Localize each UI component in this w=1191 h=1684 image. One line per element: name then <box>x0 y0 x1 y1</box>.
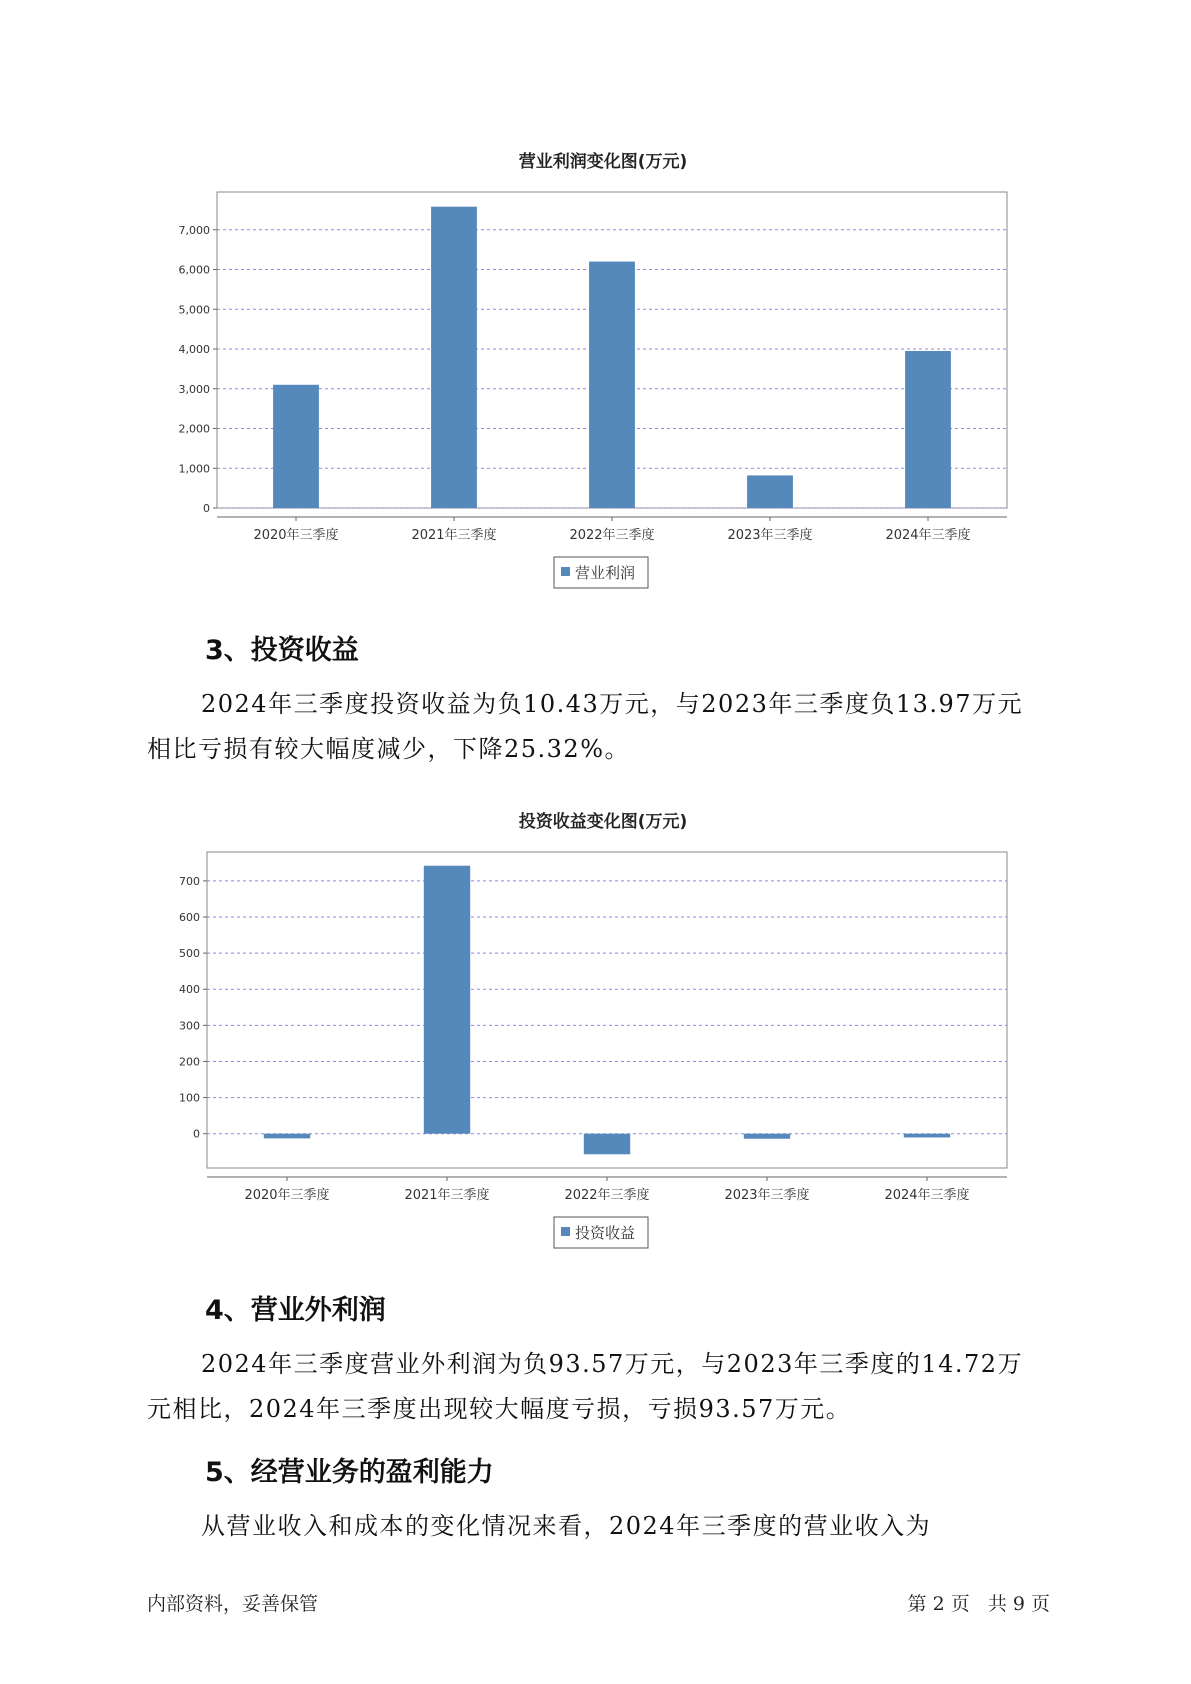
x-tick-label: 2024年三季度 <box>885 528 971 543</box>
y-tick-label: 300 <box>179 1019 200 1033</box>
bar <box>905 351 951 508</box>
y-tick-label: 2,000 <box>178 422 210 436</box>
x-tick-label: 2022年三季度 <box>569 528 655 543</box>
y-tick-label: 0 <box>203 502 210 515</box>
legend-label: 投资收益 <box>575 1224 636 1242</box>
investment-income-chart-svg <box>150 800 1030 1260</box>
x-tick-label: 2023年三季度 <box>727 528 813 543</box>
legend-swatch <box>561 1227 570 1236</box>
x-tick-label: 2021年三季度 <box>404 1188 490 1203</box>
bar <box>589 262 635 508</box>
legend-swatch <box>561 567 570 576</box>
y-tick-label: 200 <box>179 1055 200 1069</box>
footer-confidential-note: 内部资料，妥善保管 <box>147 1593 319 1615</box>
bar <box>424 866 470 1134</box>
chart-legend <box>554 557 648 588</box>
bar <box>264 1134 310 1139</box>
y-tick-label: 1,000 <box>178 462 210 476</box>
y-tick-label: 0 <box>193 1127 200 1141</box>
bar <box>904 1134 950 1138</box>
x-tick-label: 2020年三季度 <box>244 1188 330 1203</box>
y-tick-label: 500 <box>179 947 200 961</box>
bar <box>584 1134 630 1155</box>
legend-label: 营业利润 <box>575 564 636 582</box>
bar <box>747 475 793 508</box>
x-tick-label: 2021年三季度 <box>411 528 497 543</box>
chart-title: 营业利润变化图(万元) <box>518 152 688 172</box>
chart-legend <box>554 1217 648 1248</box>
bar <box>431 207 477 508</box>
y-tick-label: 5,000 <box>178 303 210 317</box>
section-heading-non-operating-profit: 4、营业外利润 <box>205 1295 386 1326</box>
investment-income-chart <box>150 800 1030 1260</box>
section-paragraph-non-operating-profit: 2024年三季度营业外利润为负93.57万元，与2023年三季度的14.72万元相比，2024年三季度出现较大幅度亏损，亏损93.57万元。 <box>147 1350 1024 1423</box>
bar <box>273 385 319 508</box>
section-paragraph-investment-income: 2024年三季度投资收益为负10.43万元，与2023年三季度负13.97万元相比亏损有较大幅度减少，下降25.32%。 <box>147 690 1024 763</box>
section-heading-investment-income: 3、投资收益 <box>205 635 359 666</box>
x-tick-label: 2020年三季度 <box>253 528 339 543</box>
footer-page-number: 第 2 页 共 9 页 <box>907 1593 1050 1615</box>
y-tick-label: 100 <box>179 1091 200 1105</box>
y-tick-label: 700 <box>179 874 200 888</box>
x-tick-label: 2023年三季度 <box>724 1188 810 1203</box>
chart-title: 投资收益变化图(万元) <box>518 812 688 832</box>
section-paragraph-profitability: 从营业收入和成本的变化情况来看，2024年三季度的营业收入为 <box>201 1512 932 1540</box>
operating-profit-chart-svg <box>150 140 1030 600</box>
x-tick-label: 2022年三季度 <box>564 1188 650 1203</box>
y-tick-label: 600 <box>179 911 200 925</box>
y-tick-label: 6,000 <box>178 263 210 277</box>
y-tick-label: 4,000 <box>178 343 210 357</box>
bar <box>744 1134 790 1139</box>
y-tick-label: 400 <box>179 983 200 997</box>
x-tick-label: 2024年三季度 <box>884 1188 970 1203</box>
operating-profit-chart <box>150 140 1030 600</box>
plot-area <box>207 852 1007 1168</box>
y-tick-label: 3,000 <box>178 382 210 396</box>
y-tick-label: 7,000 <box>178 223 210 237</box>
section-heading-profitability: 5、经营业务的盈利能力 <box>205 1457 494 1488</box>
